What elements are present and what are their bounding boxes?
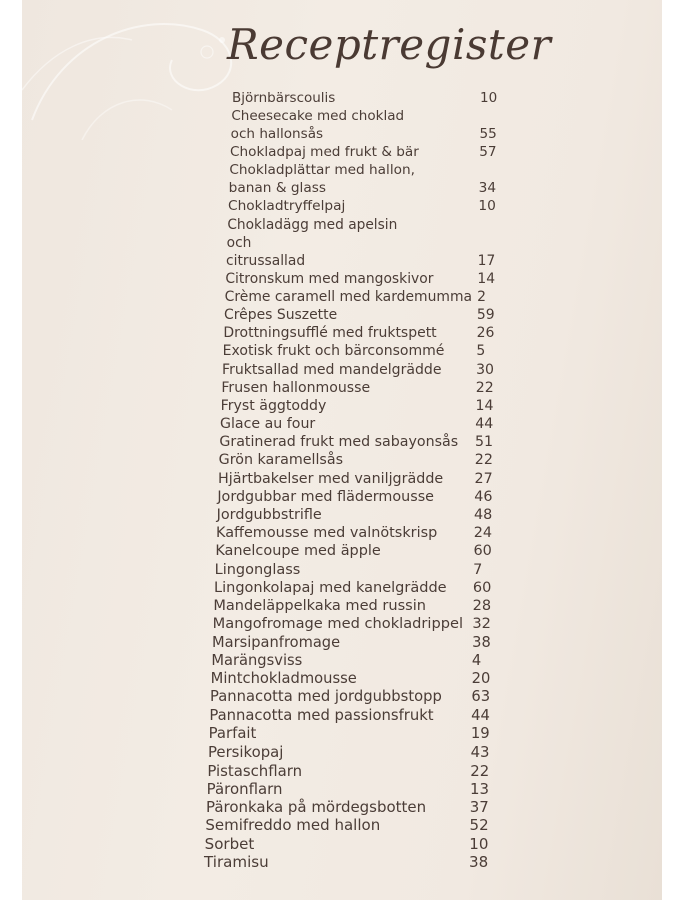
page-number: 7 bbox=[473, 561, 483, 578]
page-number: 60 bbox=[473, 543, 492, 560]
recipe-name: Päronflarn bbox=[206, 779, 283, 798]
page-title: Receptregister bbox=[227, 20, 552, 69]
recipe-name: Cheesecake med choklad bbox=[231, 108, 405, 125]
recipe-name: Crème caramell med kardemumma bbox=[224, 288, 473, 305]
recipe-name: Fruktsallad med mandelgrädde bbox=[222, 361, 442, 378]
recipe-name: Mintchokladmousse bbox=[210, 670, 357, 688]
page-number: 57 bbox=[479, 144, 497, 161]
page-number: 13 bbox=[470, 779, 490, 798]
recipe-name: Kanelcoupe med äpple bbox=[215, 543, 381, 560]
page-number: 52 bbox=[469, 816, 489, 835]
page-number: 48 bbox=[473, 506, 493, 523]
page-number: 37 bbox=[469, 798, 489, 817]
recipe-name: Grön karamellsås bbox=[218, 452, 343, 469]
page-number: 24 bbox=[473, 525, 493, 542]
recipe-name: Pannacotta med passionsfrukt bbox=[209, 706, 434, 724]
page-number: 38 bbox=[472, 633, 491, 651]
page-number: 14 bbox=[477, 270, 496, 287]
recipe-name: Chokladägg med apelsin bbox=[227, 216, 398, 233]
recipe-name: Drottningsufflé med fruktspett bbox=[223, 325, 437, 342]
page-number: 22 bbox=[470, 761, 490, 780]
recipe-name: Sorbet bbox=[204, 834, 255, 853]
recipe-name: Jordgubbar med flädermousse bbox=[217, 488, 434, 505]
page-number: 2 bbox=[477, 288, 486, 305]
page-number: 44 bbox=[475, 416, 494, 432]
recipe-name: banan & glass bbox=[228, 180, 326, 197]
page-number: 27 bbox=[474, 470, 493, 487]
page-number: 10 bbox=[480, 90, 498, 106]
recipe-name: Fryst äggtoddy bbox=[220, 397, 327, 414]
page-number: 44 bbox=[471, 706, 490, 724]
recipe-name: Persikopaj bbox=[208, 743, 284, 762]
page-number: 10 bbox=[478, 198, 496, 215]
recipe-name: Pannacotta med jordgubbstopp bbox=[210, 688, 442, 706]
recipe-name: Gratinerad frukt med sabayonsås bbox=[219, 434, 459, 451]
recipe-name: Björnbärscoulis bbox=[232, 90, 336, 106]
recipe-list bbox=[22, 0, 662, 900]
recipe-name: och hallonsås bbox=[230, 126, 324, 143]
recipe-index-page bbox=[22, 0, 662, 900]
page-number: 30 bbox=[476, 361, 494, 378]
recipe-name: Lingonkolapaj med kanelgrädde bbox=[214, 579, 447, 596]
page-number: 38 bbox=[469, 853, 489, 872]
page-number: 10 bbox=[469, 834, 489, 853]
recipe-name: Lingonglass bbox=[214, 561, 301, 578]
recipe-name: Semifreddo med hallon bbox=[205, 816, 381, 835]
recipe-name: Crêpes Suszette bbox=[224, 307, 338, 324]
page-number: 51 bbox=[475, 434, 494, 451]
recipe-name: och bbox=[226, 234, 252, 251]
recipe-name: Kaffemousse med valnötskrisp bbox=[216, 525, 438, 542]
page-number: 14 bbox=[475, 397, 494, 414]
recipe-name: Chokladplättar med hallon, bbox=[229, 162, 415, 179]
page-number: 20 bbox=[471, 670, 491, 688]
page-number: 34 bbox=[478, 180, 497, 197]
recipe-name: Päronkaka på mördegsbotten bbox=[206, 798, 427, 817]
page-number: 55 bbox=[479, 126, 497, 143]
recipe-name: Frusen hallonmousse bbox=[221, 379, 371, 396]
recipe-name: Tiramisu bbox=[204, 853, 269, 872]
page-number: 5 bbox=[476, 343, 486, 360]
recipe-name: Exotisk frukt och bärconsommé bbox=[222, 343, 445, 360]
page-number: 22 bbox=[475, 379, 494, 396]
page-number: 19 bbox=[470, 724, 490, 742]
recipe-name: Chokladpaj med frukt & bär bbox=[230, 144, 419, 161]
recipe-name: citrussallad bbox=[226, 252, 306, 269]
page-number: 4 bbox=[471, 651, 482, 669]
page-number: 17 bbox=[477, 252, 496, 269]
recipe-name: Jordgubbstrifle bbox=[216, 506, 322, 523]
recipe-name: Hjärtbakelser med vaniljgrädde bbox=[218, 470, 444, 487]
page-number: 26 bbox=[476, 325, 495, 342]
page-number: 60 bbox=[472, 579, 492, 596]
page-number: 63 bbox=[471, 688, 491, 706]
recipe-name: Chokladtryffelpaj bbox=[228, 198, 346, 215]
recipe-name: Marängsviss bbox=[211, 651, 303, 669]
recipe-name: Parfait bbox=[208, 724, 257, 742]
recipe-name: Glace au four bbox=[220, 416, 316, 432]
page-number: 28 bbox=[472, 597, 492, 615]
recipe-name: Citronskum med mangoskivor bbox=[225, 270, 434, 287]
page-number: 22 bbox=[474, 452, 493, 469]
page-number: 43 bbox=[470, 743, 490, 762]
page-number: 32 bbox=[472, 615, 491, 633]
recipe-name: Mangofromage med chokladrippel bbox=[212, 615, 464, 633]
recipe-name: Marsipanfromage bbox=[212, 633, 341, 651]
recipe-name: Pistaschflarn bbox=[207, 761, 303, 780]
page-number: 46 bbox=[474, 488, 493, 505]
recipe-name: Mandeläppelkaka med russin bbox=[213, 597, 426, 615]
page-number: 59 bbox=[476, 307, 495, 324]
